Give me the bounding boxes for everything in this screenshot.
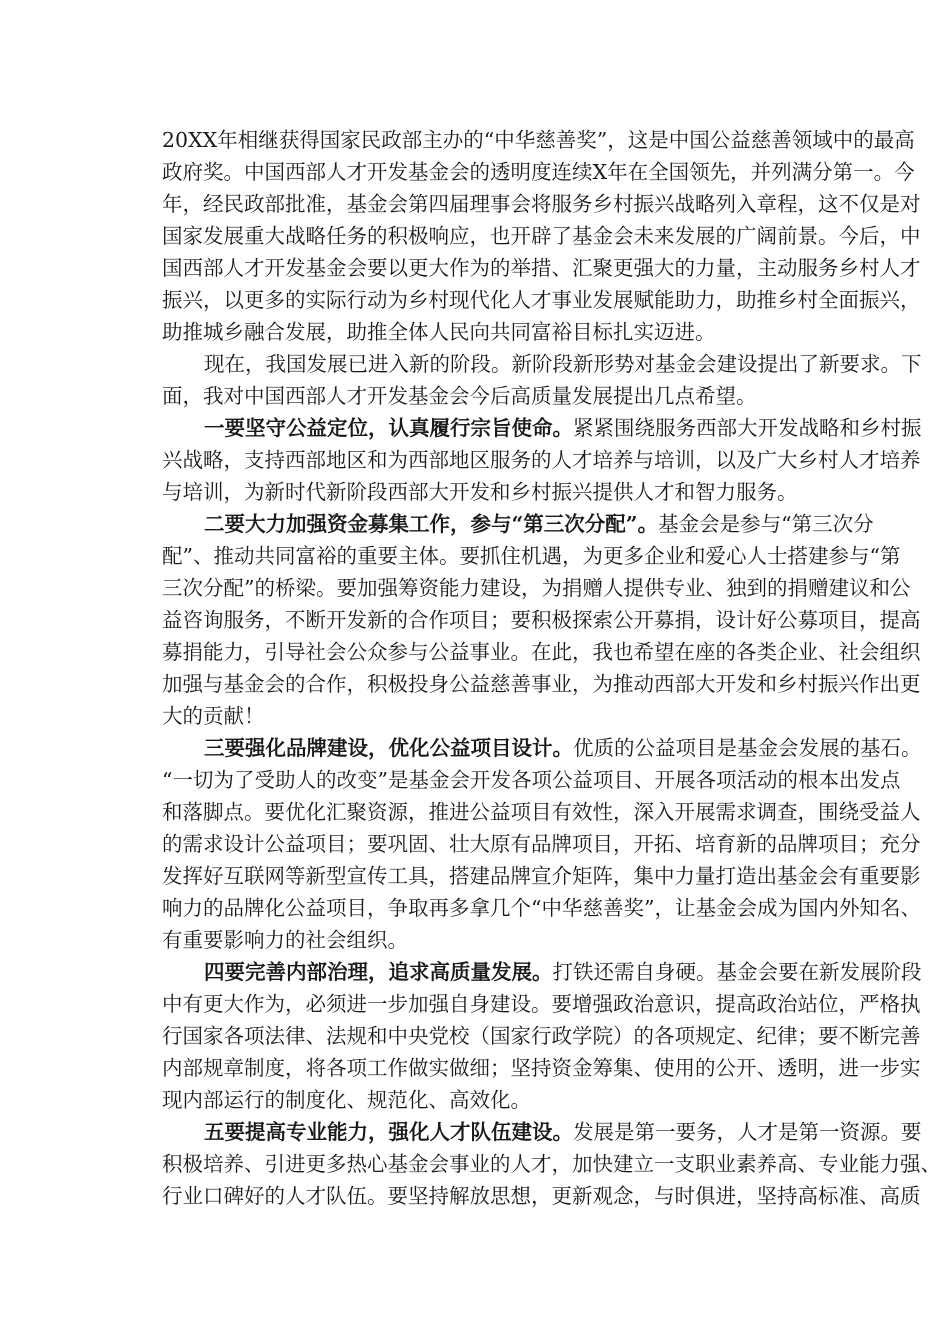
text-line: [162, 476, 838, 508]
text-line: [162, 348, 922, 380]
text-line: [162, 1020, 921, 1052]
text-line: [162, 1084, 838, 1116]
body-text: 优质的公益项目是基金会发展的基石。: [573, 736, 922, 760]
body-text: 益咨询服务，不断开发新的合作项目；要积极探索公开募捐，设计好公募项目，提高: [162, 608, 921, 632]
body-text: 紧紧围绕服务西部大开发战略和乡村振: [573, 416, 922, 440]
section-heading: 一要坚守公益定位，认真履行宗旨使命。: [204, 416, 573, 440]
text-line: [162, 988, 921, 1020]
text-line: [162, 860, 921, 892]
text-line: [162, 444, 921, 476]
paragraph: [162, 732, 922, 956]
text-line: [162, 956, 922, 988]
body-text: 的需求设计公益项目；要巩固、壮大原有品牌项目，开拓、培育新的品牌项目；充分: [162, 832, 921, 856]
body-text: 有重要影响力的社会组织。: [162, 928, 408, 952]
body-text: 中有更大作为，必须进一步加强自身建设。要增强政治意识，提高政治站位，严格执: [162, 992, 921, 1016]
body-text: 配”、推动共同富裕的重要主体。要抓住机遇，为更多企业和爱心人士搭建参与“第: [162, 544, 901, 568]
text-line: [162, 572, 911, 604]
body-text: 现内部运行的制度化、规范化、高效化。: [162, 1088, 531, 1112]
text-line: [162, 156, 915, 188]
text-line: [162, 1052, 921, 1084]
text-line: [162, 508, 874, 540]
text-line: [162, 1148, 941, 1180]
paragraph: [162, 348, 922, 412]
paragraph: [162, 124, 921, 348]
text-line: [162, 1180, 921, 1212]
text-line: [162, 604, 921, 636]
text-line: [162, 764, 901, 796]
body-text: 和落脚点。要优化汇聚资源，推进公益项目有效性，深入开展需求调查，围绕受益人: [162, 800, 921, 824]
paragraph: [162, 1116, 941, 1212]
paragraph: [162, 412, 922, 508]
paragraph: [162, 956, 922, 1116]
body-text: 三次分配”的桥梁。要加强筹资能力建设，为捐赠人提供专业、独到的捐赠建议和公: [162, 576, 911, 600]
body-text: 内部规章制度，将各项工作做实做细；坚持资金筹集、使用的公开、透明，进一步实: [162, 1056, 921, 1080]
body-text: 行业口碑好的人才队伍。要坚持解放思想，更新观念，与时俱进，坚持高标准、高质: [162, 1184, 921, 1208]
text-line: [162, 188, 921, 220]
body-text: 振兴，以更多的实际行动为乡村现代化人才事业发展赋能助力，助推乡村全面振兴，: [162, 288, 921, 312]
text-line: [162, 124, 915, 156]
text-line: [162, 732, 922, 764]
text-line: [162, 284, 921, 316]
section-heading: 三要强化品牌建设，优化公益项目设计。: [204, 736, 573, 760]
text-line: [162, 316, 838, 348]
text-line: [162, 796, 921, 828]
body-text: 国家发展重大战略任务的积极响应，也开辟了基金会未来发展的广阔前景。今后，中: [162, 224, 921, 248]
text-line: [162, 892, 921, 924]
body-text: 面，我对中国西部人才开发基金会今后高质量发展提出几点希望。: [162, 384, 757, 408]
text-line: [162, 380, 838, 412]
body-text: 20XX年相继获得国家民政部主办的“中华慈善奖”，这是中国公益慈善领域中的最高: [162, 128, 915, 152]
text-line: [162, 1116, 922, 1148]
body-text: 行国家各项法律、法规和中央党校（国家行政学院）的各项规定、纪律；要不断完善: [162, 1024, 921, 1048]
body-text: “一切为了受助人的改变”是基金会开发各项公益项目、开展各项活动的根本出发点: [162, 768, 901, 792]
section-heading: 五要提高专业能力，强化人才队伍建设。: [204, 1120, 573, 1144]
body-text: 加强与基金会的合作，积极投身公益慈善事业，为推动西部大开发和乡村振兴作出更: [162, 672, 921, 696]
body-text: 政府奖。中国西部人才开发基金会的透明度连续X年在全国领先，并列满分第一。今: [162, 160, 915, 184]
body-text: 打铁还需自身硬。基金会要在新发展阶段: [552, 960, 922, 984]
text-line: [162, 220, 921, 252]
text-line: [162, 636, 921, 668]
text-line: [162, 540, 901, 572]
text-line: [162, 828, 921, 860]
body-text: 助推城乡融合发展，助推全体人民向共同富裕目标扎实迈进。: [162, 320, 716, 344]
body-text: 兴战略，支持西部地区和为西部地区服务的人才培养与培训，以及广大乡村人才培养: [162, 448, 921, 472]
text-line: [162, 668, 921, 700]
body-text: 大的贡献！: [162, 704, 265, 728]
section-heading: 二要大力加强资金募集工作，参与“第三次分配”。: [204, 512, 659, 536]
body-text: 与培训，为新时代新阶段西部大开发和乡村振兴提供人才和智力服务。: [162, 480, 798, 504]
body-text: 募捐能力，引导社会公众参与公益事业。在此，我也希望在座的各类企业、社会组织: [162, 640, 921, 664]
body-text: 积极培养、引进更多热心基金会事业的人才，加快建立一支职业素养高、专业能力强、: [162, 1152, 941, 1176]
body-text: 响力的品牌化公益项目，争取再多拿几个“中华慈善奖”，让基金会成为国内外知名、: [162, 896, 921, 920]
body-text: 国西部人才开发基金会要以更大作为的举措、汇聚更强大的力量，主动服务乡村人才: [162, 256, 921, 280]
paragraph: [162, 508, 921, 732]
text-line: [162, 412, 922, 444]
document-body: [162, 124, 941, 1212]
body-text: 基金会是参与“第三次分: [658, 512, 874, 536]
section-heading: 四要完善内部治理，追求高质量发展。: [204, 960, 553, 984]
body-text: 发挥好互联网等新型宣传工具，搭建品牌宣介矩阵，集中力量打造出基金会有重要影: [162, 864, 921, 888]
text-line: [162, 252, 921, 284]
text-line: [162, 700, 838, 732]
body-text: 发展是第一要务，人才是第一资源。要: [573, 1120, 922, 1144]
body-text: 年，经民政部批准，基金会第四届理事会将服务乡村振兴战略列入章程，这不仅是对: [162, 192, 921, 216]
text-line: [162, 924, 838, 956]
body-text: 现在，我国发展已进入新的阶段。新阶段新形势对基金会建设提出了新要求。下: [204, 352, 922, 376]
